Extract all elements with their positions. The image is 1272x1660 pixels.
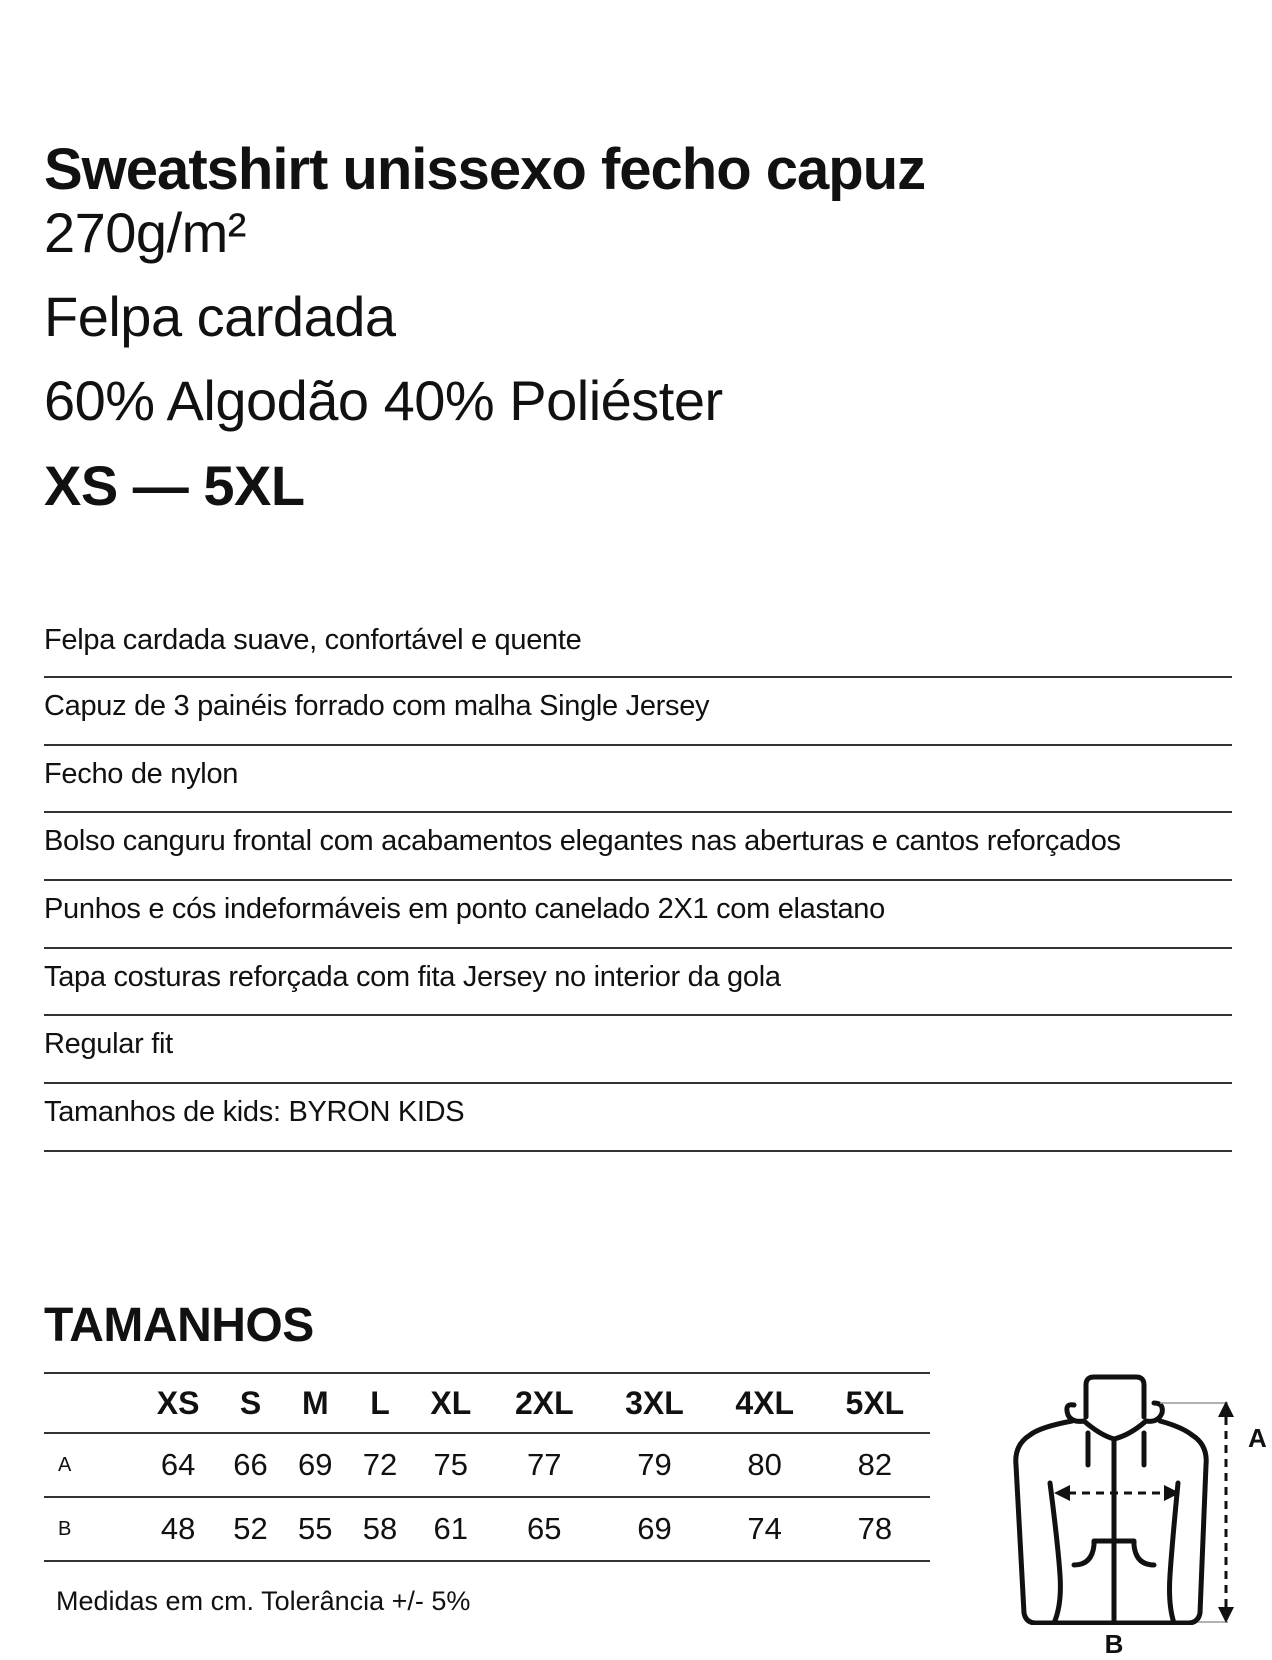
size-column-header: 4XL: [735, 1384, 794, 1421]
feature-item: Fecho de nylon: [44, 746, 1232, 814]
table-cell: 52: [233, 1511, 268, 1546]
size-column-header: 5XL: [845, 1384, 905, 1421]
table-cell: 66: [233, 1447, 268, 1482]
table-cell: 69: [637, 1511, 672, 1546]
table-cell: 69: [298, 1447, 333, 1482]
dimension-label-b: B: [1104, 1629, 1124, 1659]
measurement-note: Medidas em cm. Tolerância +/- 5%: [56, 1586, 471, 1616]
feature-item: Capuz de 3 painéis forrado com malha Single Jersey: [44, 678, 1232, 746]
table-cell: 72: [362, 1447, 398, 1482]
feature-item: Tapa costuras reforçada com fita Jersey no interior da gola: [44, 949, 1232, 1017]
size-column-header: XS: [156, 1384, 200, 1421]
feature-item: Regular fit: [44, 1016, 1232, 1084]
size-column-header: XL: [430, 1384, 472, 1421]
feature-item: Punhos e cós indeformáveis em ponto canelado 2X1 com elastano: [44, 881, 1232, 949]
sizes-heading: TAMANHOS: [44, 1298, 314, 1352]
product-title: Sweatshirt unissexo fecho capuz: [44, 136, 926, 202]
table-cell: 75: [433, 1447, 469, 1482]
table-cell: 61: [433, 1511, 469, 1546]
fabric-weight: 270g/m²: [44, 201, 246, 264]
table-row: [44, 1433, 930, 1497]
fabric-composition: 60% Algodão 40% Poliéster: [44, 369, 723, 432]
table-cell: 48: [160, 1511, 196, 1546]
size-table: [44, 1372, 930, 1562]
row-label: A: [58, 1453, 72, 1476]
feature-item: Felpa cardada suave, confortável e quente: [44, 614, 1232, 678]
feature-item: Tamanhos de kids: BYRON KIDS: [44, 1084, 1232, 1152]
row-label: B: [58, 1517, 72, 1540]
table-cell: 74: [747, 1511, 782, 1546]
table-cell: 82: [857, 1447, 893, 1482]
feature-item: Bolso canguru frontal com acabamentos elegantes nas aberturas e cantos reforçados: [44, 813, 1232, 881]
size-column-header: L: [370, 1384, 390, 1421]
table-cell: 64: [160, 1447, 196, 1482]
hoodie-measurement-icon: [988, 1365, 1272, 1659]
size-range: XS — 5XL: [44, 454, 305, 517]
size-column-header: 2XL: [514, 1384, 574, 1421]
table-cell: 77: [527, 1447, 562, 1482]
size-column-header: M: [301, 1384, 329, 1421]
table-cell: 80: [747, 1447, 782, 1482]
table-cell: 78: [857, 1511, 893, 1546]
size-header-row: [44, 1373, 930, 1433]
fabric-type: Felpa cardada: [44, 285, 396, 348]
dimension-label-a: A: [1248, 1423, 1267, 1453]
feature-list: [44, 614, 1232, 1152]
size-column-header: S: [239, 1384, 262, 1421]
table-cell: 79: [637, 1447, 672, 1482]
table-cell: 65: [527, 1511, 562, 1546]
size-column-header: 3XL: [625, 1384, 684, 1421]
table-cell: 55: [298, 1511, 333, 1546]
table-cell: 58: [362, 1511, 398, 1546]
table-row: [44, 1497, 930, 1561]
corner-cell: [44, 1373, 138, 1433]
